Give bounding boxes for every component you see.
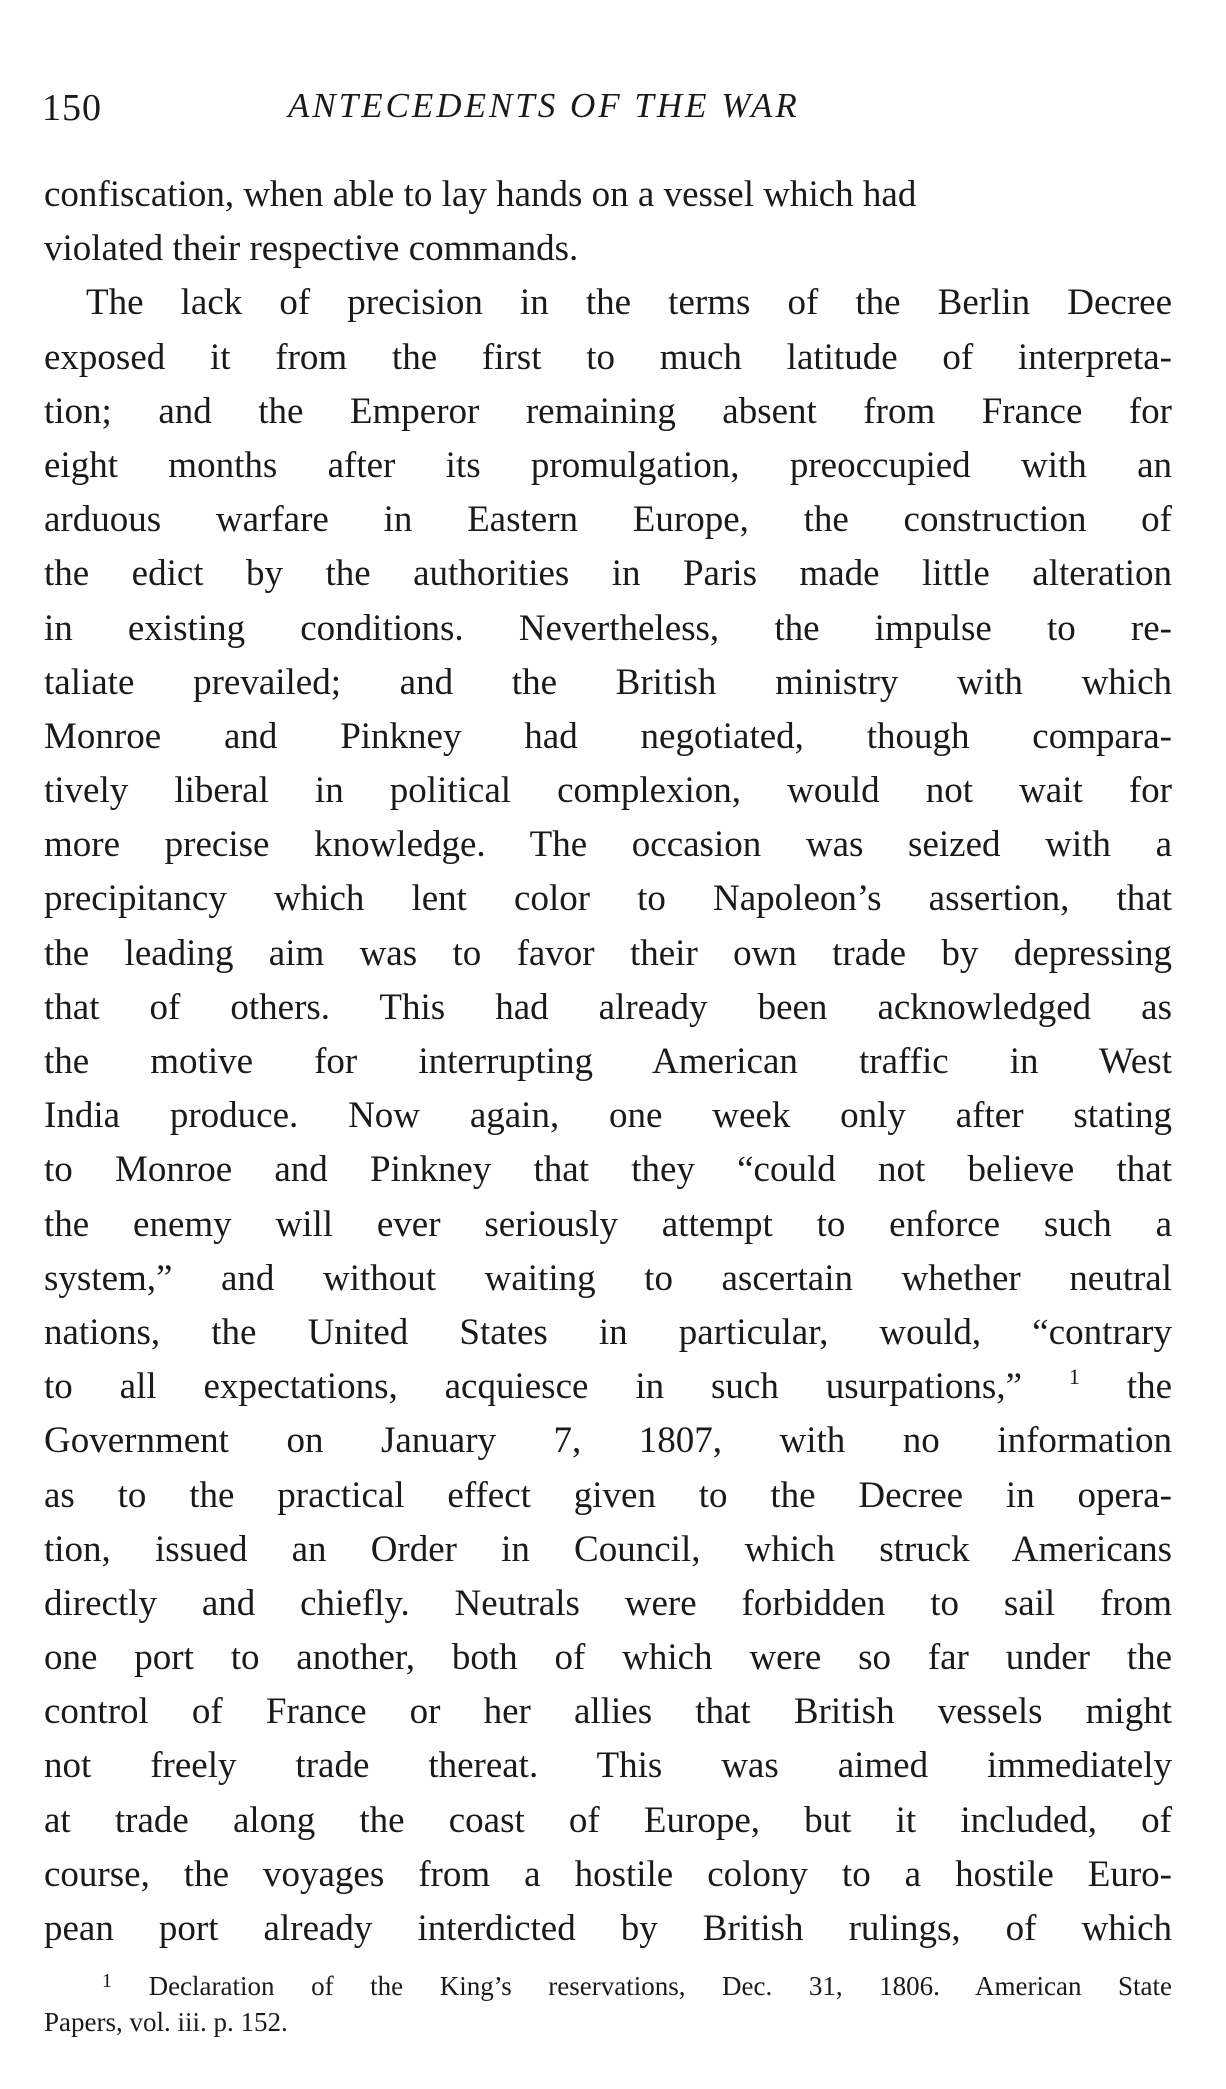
text-line: control of France or her allies that British vessels might — [44, 1691, 1172, 1733]
text-line: directly and chiefly. Neutrals were forbidden to sail from — [44, 1582, 1172, 1624]
running-title: ANTECEDENTS OF THE WAR — [288, 86, 800, 125]
text-line: as to the practical effect given to the Decree in opera- — [44, 1474, 1172, 1516]
text-line: taliate prevailed; and the British ministry with which — [44, 661, 1172, 703]
text-line: one port to another, both of which were so far under the — [44, 1637, 1172, 1679]
text-line: Government on January 7, 1807, with no information — [44, 1420, 1172, 1462]
text-line: that of others. This had already been acknowledged as — [44, 986, 1172, 1028]
text-line: Monroe and Pinkney had negotiated, though compara- — [44, 715, 1172, 757]
text-line: India produce. Now again, one week only after stating — [44, 1095, 1172, 1137]
text-line: tively liberal in political complexion, would not wait for — [44, 770, 1172, 812]
paragraph-start-line: The lack of precision in the terms of the Berlin Decree — [86, 282, 1172, 324]
footnote-marker: 1 — [102, 1970, 112, 1992]
footnote-line: Papers, vol. iii. p. 152. — [44, 2007, 288, 2037]
text-line: the leading aim was to favor their own trade by depressing — [44, 932, 1172, 974]
footnote-text: Declaration of the King’s reservations, Dec. 31, 1806. American State — [148, 1971, 1172, 2001]
text-line: confiscation, when able to lay hands on a vessel which had — [44, 174, 917, 215]
footnote-line — [44, 1968, 1172, 2004]
line-suffix: the — [1079, 1366, 1173, 1408]
text-line: violated their respective commands. — [44, 228, 579, 270]
footnote — [44, 1968, 1172, 2040]
text-line: tion, issued an Order in Council, which struck Americans — [44, 1528, 1172, 1570]
text-line: pean port already interdicted by British rulings, of which — [44, 1908, 1172, 1949]
text-line: more precise knowledge. The occasion was seized with a — [44, 824, 1172, 866]
text-line: eight months after its promulgation, preoccupied with an — [44, 444, 1172, 486]
text-line: to Monroe and Pinkney that they “could not believe that — [44, 1149, 1172, 1191]
text-line: system,” and without waiting to ascertain whether neutral — [44, 1257, 1172, 1299]
text-line: not freely trade thereat. This was aimed immediately — [44, 1745, 1172, 1787]
running-head — [42, 86, 1172, 146]
text-line: the motive for interrupting American traffic in West — [44, 1041, 1172, 1082]
text-line: in existing conditions. Nevertheless, the impulse to re- — [44, 607, 1172, 649]
footnote-reference: 1 — [1068, 1364, 1080, 1390]
text-line: at trade along the coast of Europe, but it included, of — [44, 1799, 1172, 1841]
text-line: arduous warfare in Eastern Europe, the construction of — [44, 499, 1172, 541]
text-line: tion; and the Emperor remaining absent from France for — [44, 390, 1172, 432]
text-line: precipitancy which lent color to Napoleon’s assertion, that — [44, 878, 1172, 920]
text-line: the enemy will ever seriously attempt to enforce such a — [44, 1203, 1172, 1245]
text-line: the edict by the authorities in Paris made little alteration — [44, 553, 1172, 595]
line-text: to all expectations, acquiesce in such usurpations,” — [44, 1366, 1022, 1408]
text-line: nations, the United States in particular, would, “contrary — [44, 1311, 1172, 1353]
text-line: exposed it from the first to much latitude of interpreta- — [44, 336, 1172, 378]
text-line: course, the voyages from a hostile colony to a hostile Euro- — [44, 1853, 1172, 1895]
page-number: 150 — [42, 87, 102, 129]
text-line-with-footnote-ref — [44, 1360, 1172, 1414]
body-text — [44, 168, 1172, 1956]
